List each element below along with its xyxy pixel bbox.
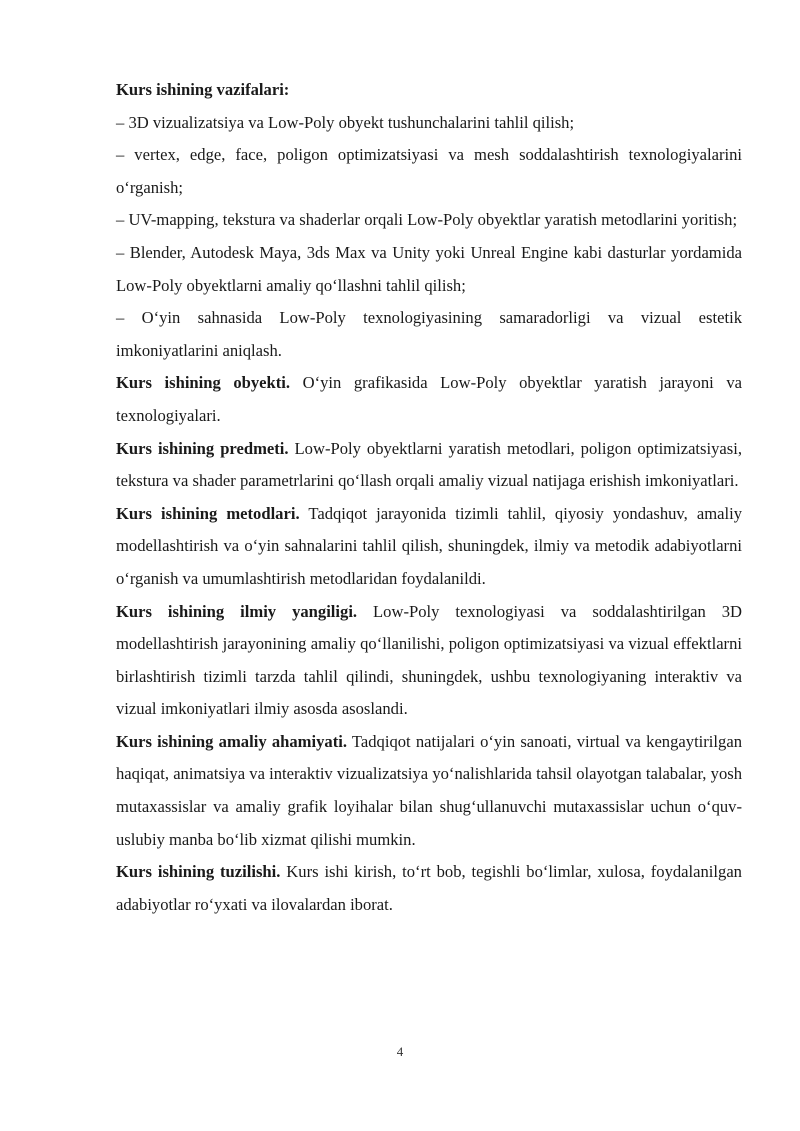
section-text: O‘yin grafikasida Low-Poly obyektlar yaratish jarayoni va texnologiyalari. xyxy=(116,373,742,425)
task-item: – O‘yin sahnasida Low-Poly texnologiyasining samaradorligi va vizual estetik imkoniyatlarini aniqlash. xyxy=(116,308,742,360)
section-label: Kurs ishining obyekti. xyxy=(116,373,291,393)
section-text: Kurs ishi kirish, to‘rt bob, tegishli bo‘limlar, xulosa, foydalanilgan adabiyotlar ro‘yxati va ilovalardan iborat. xyxy=(116,862,742,914)
section-label: Kurs ishining tuzilishi. xyxy=(116,862,281,882)
section-novelty xyxy=(116,596,742,726)
section-text: Tadqiqot jarayonida tizimli tahlil, qiyosiy yondashuv, amaliy modellashtirish va o‘yin sahnalarini tahlil qilish, shuningdek, ilmiy va metodik adabiyotlarni o‘rganish va umumlashtirish metodlaridan foydalanildi. xyxy=(116,503,743,588)
section-label: Kurs ishining metodlari. xyxy=(116,503,300,523)
section-object xyxy=(116,367,742,432)
section-methods xyxy=(116,498,742,596)
page-number: 4 xyxy=(396,1044,404,1059)
section-text: Low-Poly obyektlarni yaratish metodlari, poligon optimizatsiyasi, tekstura va shader parametrlarini qo‘llash orqali amaliy vizual natijaga erishish imkoniyatlari. xyxy=(116,438,742,491)
section-label: Kurs ishining amaliy ahamiyati. xyxy=(116,731,347,751)
section-significance xyxy=(116,726,742,856)
task-item: – vertex, edge, face, poligon optimizatsiyasi va mesh soddalashtirish texnologiyalarini o‘rganish; xyxy=(116,145,742,197)
task-item: – Blender, Autodesk Maya, 3ds Max va Unity yoki Unreal Engine kabi dasturlar yordamida Low-Poly obyektlarni amaliy qo‘llashni tahlil qilish; xyxy=(116,242,742,295)
task-item: – UV-mapping, tekstura va shaderlar orqali Low-Poly obyektlar yaratish metodlarini yoritish; xyxy=(116,210,738,230)
section-structure xyxy=(116,856,742,921)
section-label: Kurs ishining predmeti. xyxy=(116,438,289,458)
task-item: – 3D vizualizatsiya va Low-Poly obyekt tushunchalarini tahlil qilish; xyxy=(116,112,575,132)
section-subject xyxy=(116,433,742,498)
tasks-heading: Kurs ishining vazifalari: xyxy=(116,80,290,99)
section-label: Kurs ishining ilmiy yangiligi. xyxy=(116,601,358,621)
section-text: Tadqiqot natijalari o‘yin sanoati, virtual va kengaytirilgan haqiqat, animatsiya va interaktiv vizualizatsiya yo‘nalishlarida tahsil olayotgan talabalar, yosh mutaxassislar va amaliy grafik loyihalar bilan shug‘ullanuvchi mutaxassislar uchun o‘quv-uslubiy manba bo‘lib xizmat qilishi mumkin. xyxy=(116,731,742,849)
section-text: Low-Poly texnologiyasi va soddalashtirilgan 3D modellashtirish jarayonining amaliy qo‘llanilishi, poligon optimizatsiyasi va vizual effektlarni birlashtirish tizimli tarzda tahlil qilindi, shuningdek, ushbu texnologiyaning interaktiv va vizual imkoniyatlari ilmiy asosda asoslandi. xyxy=(116,601,742,719)
document-page xyxy=(116,74,742,921)
tasks-list xyxy=(116,107,742,368)
